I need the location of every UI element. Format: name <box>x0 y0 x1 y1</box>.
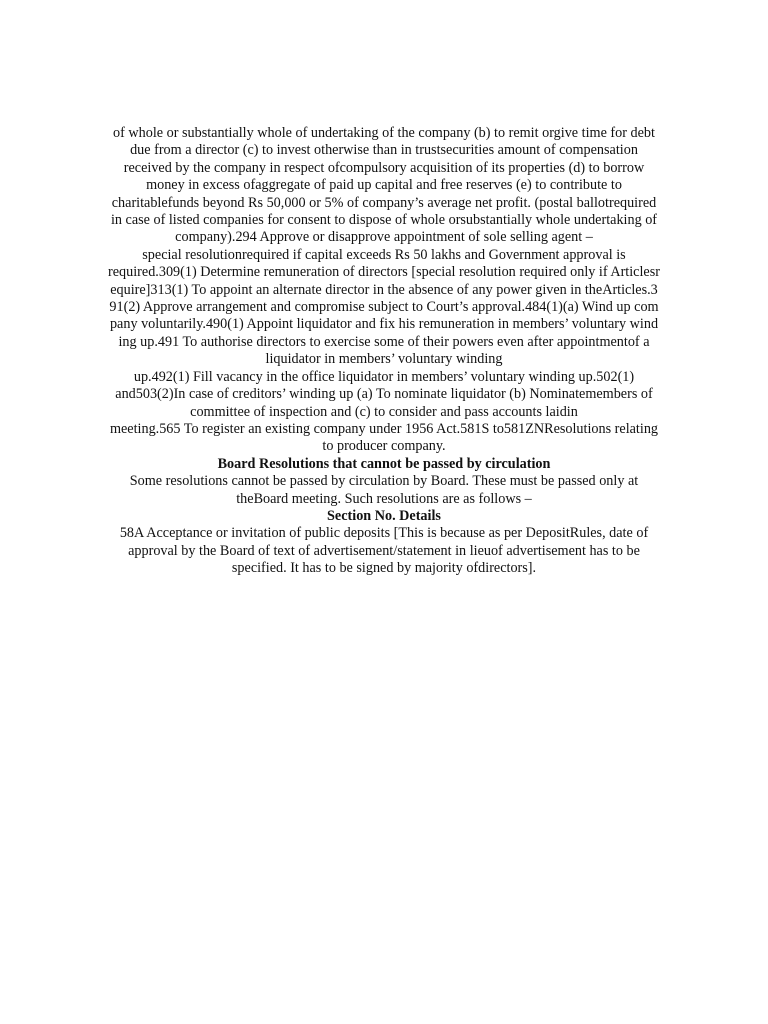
body-text-line: required.309(1) Determine remuneration of directors [special resolution required only if Articlesr <box>108 264 660 281</box>
body-text-line: due from a director (c) to invest otherwise than in trustsecurities amount of compensation <box>130 142 638 159</box>
document-page <box>88 125 680 578</box>
body-text-line: special resolutionrequired if capital exceeds Rs 50 lakhs and Government approval is <box>142 246 626 263</box>
body-text-line: in case of listed companies for consent to dispose of whole orsubstantially whole undertaking of <box>110 212 658 229</box>
section-detail-line: specified. It has to be signed by majority ofdirectors]. <box>231 560 537 577</box>
body-text-line: to producer company. <box>322 438 446 455</box>
body-text-line: liquidator in members’ voluntary winding <box>265 351 503 368</box>
body-text-line: money in excess ofaggregate of paid up capital and free reserves (e) to contribute to <box>146 177 622 194</box>
intro-text-line: Some resolutions cannot be passed by circulation by Board. These must be passed only at <box>129 473 639 490</box>
section-detail-line: 58A Acceptance or invitation of public deposits [This is because as per DepositRules, date of <box>119 525 649 542</box>
body-text-line: pany voluntarily.490(1) Appoint liquidator and fix his remuneration in members’ voluntary wind <box>109 316 659 333</box>
body-text-line: up.492(1) Fill vacancy in the office liquidator in members’ voluntary winding up.502(1) <box>133 368 635 385</box>
body-text-line: received by the company in respect ofcompulsory acquisition of its properties (d) to borrow <box>123 159 645 176</box>
body-text-line: of whole or substantially whole of undertaking of the company (b) to remit orgive time for debt <box>113 125 655 141</box>
body-text-line: and503(2)In case of creditors’ winding up (a) To nominate liquidator (b) Nominatemembers of <box>115 386 653 403</box>
body-text-line: 91(2) Approve arrangement and compromise subject to Court’s approval.484(1)(a) Wind up com <box>109 299 659 316</box>
body-text-line: equire]313(1) To appoint an alternate director in the absence of any power given in theArticles.3 <box>110 281 658 298</box>
body-text-line: meeting.565 To register an existing company under 1956 Act.581S to581ZNResolutions relating <box>109 420 659 437</box>
section-heading: Board Resolutions that cannot be passed by circulation <box>217 455 551 472</box>
body-text-line: committee of inspection and (c) to consider and pass accounts laidin <box>190 403 578 420</box>
body-text-line: company).294 Approve or disapprove appointment of sole selling agent – <box>175 229 593 246</box>
body-text-line: charitablefunds beyond Rs 50,000 or 5% of company’s average net profit. (postal ballotrequired <box>111 194 657 211</box>
section-detail-line: approval by the Board of text of advertisement/statement in lieuof advertisement has to be <box>128 542 640 559</box>
intro-text-line: theBoard meeting. Such resolutions are as follows – <box>236 490 532 507</box>
table-header: Section No. Details <box>327 507 441 524</box>
body-text-line: ing up.491 To authorise directors to exercise some of their powers even after appointmentof a <box>118 333 650 350</box>
